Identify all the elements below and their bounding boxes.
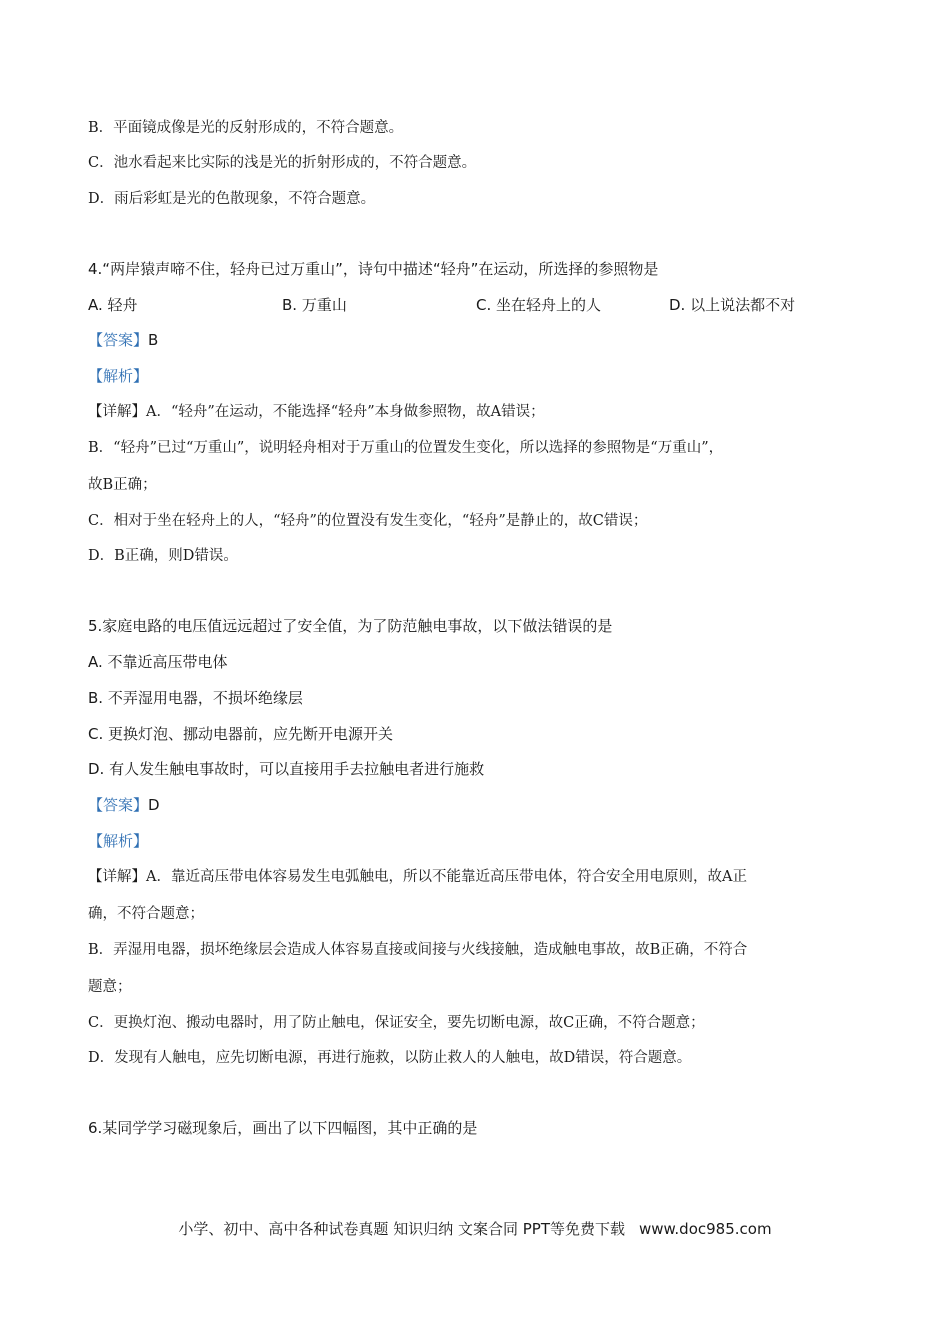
q5-detail-line: 确，不符合题意；: [88, 906, 204, 922]
q5-option-c: C. 更换灯泡、挪动电器前，应先断开电源开关: [88, 725, 394, 743]
q5-option-d: D. 有人发生触电事故时，可以直接用手去拉触电者进行施救: [88, 760, 485, 778]
q5-detail-line: D．发现有人触电，应先切断电源，再进行施救，以防止救人的人触电，故D错误，符合题意。: [88, 1050, 692, 1066]
q4-detail-line: B．“轻舟”已过“万重山”，说明轻舟相对于万重山的位置发生变化，所以选择的参照物是“万重山”，: [88, 440, 724, 456]
page-footer: [0, 1218, 950, 1239]
q4-option-a: A. 轻舟: [88, 296, 138, 314]
q4-option-b: B. 万重山: [282, 296, 347, 314]
q5-analysis-tag: 【解析】: [88, 832, 149, 850]
q4-detail-line: D．B正确，则D错误。: [88, 548, 238, 564]
q5-detail-line: C．更换灯泡、搬动电器时，用了防止触电，保证安全，要先切断电源，故C正确，不符合题意；: [88, 1015, 705, 1031]
answer-value: D: [148, 796, 160, 814]
q4-detail-line: C．相对于坐在轻舟上的人，“轻舟”的位置没有发生变化，“轻舟”是静止的，故C错误；: [88, 513, 648, 529]
footer-text: 小学、初中、高中各种试卷真题 知识归纳 文案合同 PPT等免费下载: [178, 1220, 625, 1238]
q6-stem: 6.某同学学习磁现象后，画出了以下四幅图，其中正确的是: [88, 1119, 478, 1137]
q4-detail-line: 故B正确；: [88, 477, 157, 493]
q5-stem: 5.家庭电路的电压值远远超过了安全值，为了防范触电事故，以下做法错误的是: [88, 617, 613, 635]
q3-option-d-explanation: D．雨后彩虹是光的色散现象，不符合题意。: [88, 191, 376, 207]
q5-detail-line: 【详解】A．靠近高压带电体容易发生电弧触电，所以不能靠近高压带电体，符合安全用电原则，故A正: [88, 869, 747, 885]
q5-detail-line: 题意；: [88, 979, 132, 995]
footer-site-link[interactable]: www.doc985.com: [638, 1220, 772, 1238]
q3-option-c-explanation: C．池水看起来比实际的浅是光的折射形成的，不符合题意。: [88, 155, 477, 171]
answer-tag: 【答案】: [88, 796, 149, 814]
q5-detail-line: B．弄湿用电器，损坏绝缘层会造成人体容易直接或间接与火线接触，造成触电事故，故B正确，不符合: [88, 942, 748, 958]
q3-option-b-explanation: B．平面镜成像是光的反射形成的，不符合题意。: [88, 120, 404, 136]
q5-option-a: A. 不靠近高压带电体: [88, 653, 228, 671]
q4-option-c: C. 坐在轻舟上的人: [476, 296, 602, 314]
answer-tag: 【答案】: [88, 331, 149, 349]
q4-answer: [88, 330, 158, 350]
answer-value: B: [148, 331, 159, 349]
q4-analysis-tag: 【解析】: [88, 367, 149, 385]
q5-option-b: B. 不弄湿用电器，不损坏绝缘层: [88, 689, 303, 707]
q4-option-d: D. 以上说法都不对: [669, 296, 796, 314]
q4-stem: 4.“两岸猿声啼不住，轻舟已过万重山”，诗句中描述“轻舟”在运动，所选择的参照物是: [88, 260, 659, 278]
q5-answer: [88, 795, 160, 815]
q4-detail-line: 【详解】A．“轻舟”在运动，不能选择“轻舟”本身做参照物，故A错误；: [88, 404, 545, 420]
